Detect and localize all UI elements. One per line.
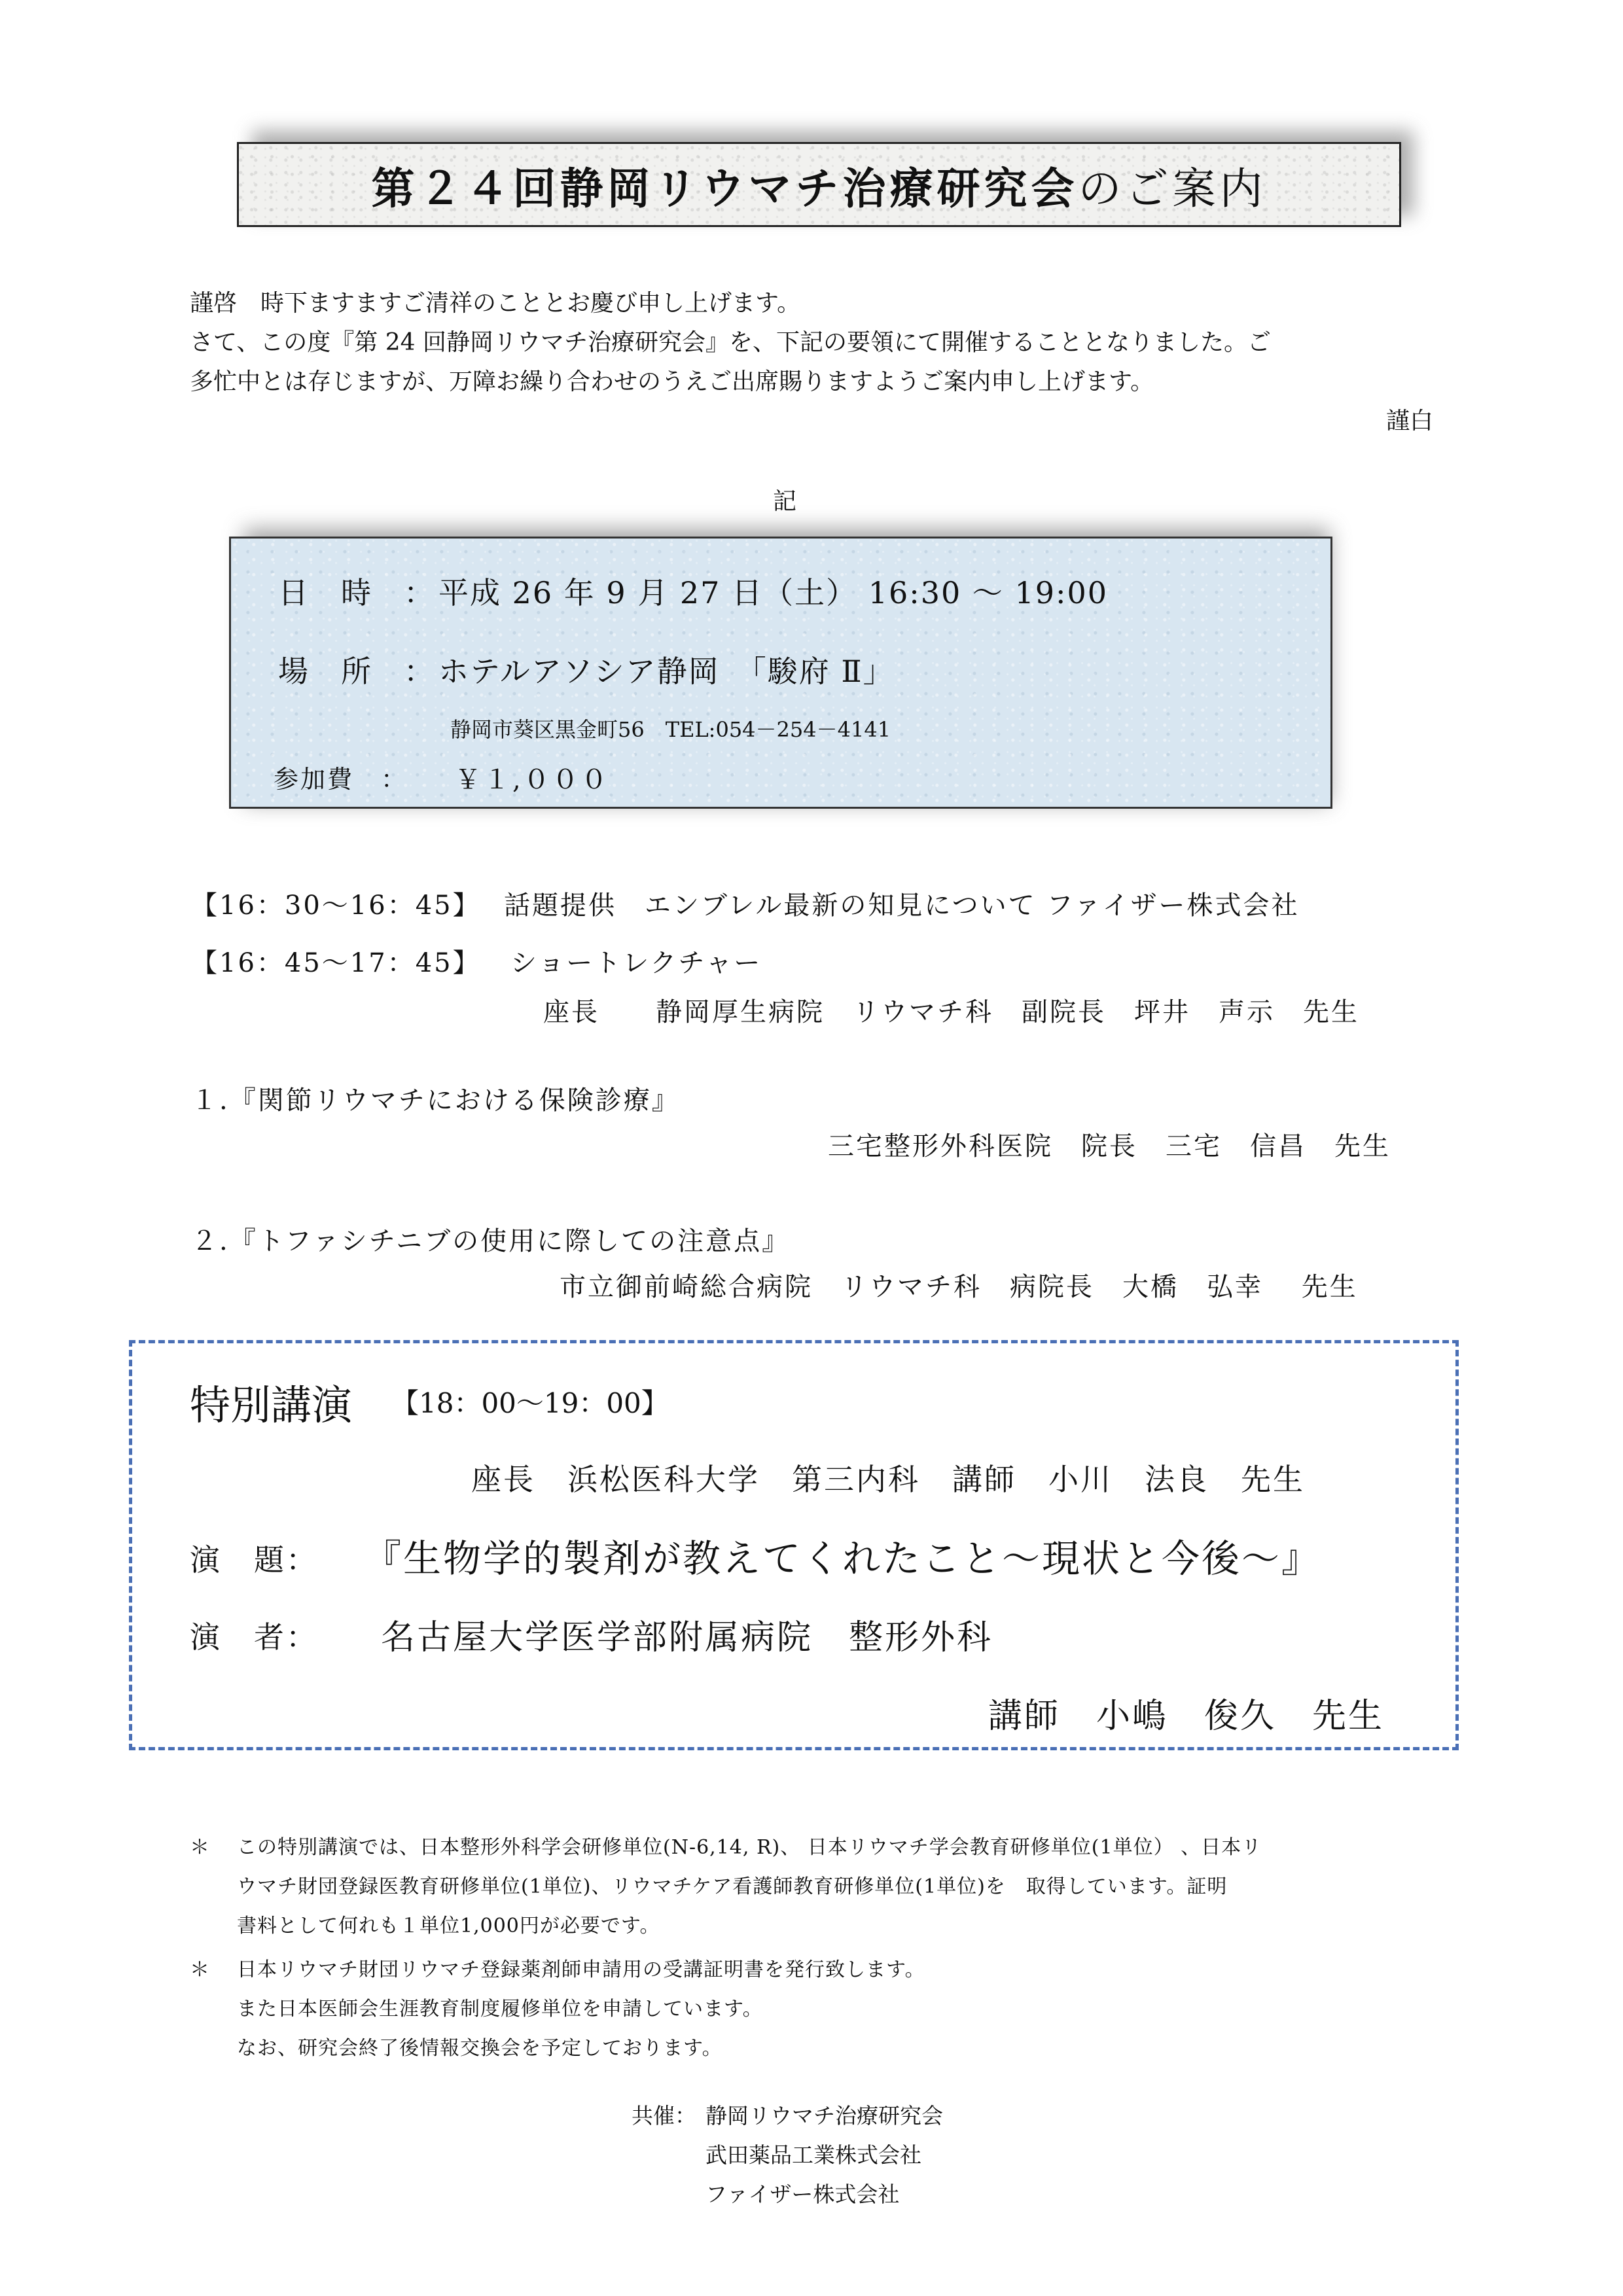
short-lecture-time: 【16：45～17：45】: [191, 948, 481, 978]
venue-value: ホテルアソシア静岡 「駿府 Ⅱ」: [438, 654, 895, 689]
special-lecture-time: 【18：00～19：00】: [391, 1387, 669, 1419]
topic-time: 【16：30～16：45】: [191, 891, 481, 921]
note-1-line-1: この特別講演では、日本整形外科学会研修単位(N-6,14, R)、 日本リウマチ学会教育研修単位(1単位） 、日本リ: [237, 1836, 1262, 1859]
fee-value: ￥１,０００: [455, 765, 610, 795]
title-main: 第２４回静岡リウマチ治療研究会: [371, 163, 1079, 214]
venue-label: 場 所 ：: [278, 654, 435, 689]
theme-label: 演 題：: [190, 1542, 318, 1578]
closing-kinpaku: 謹白: [1386, 408, 1434, 434]
datetime-label: 日 時 ：: [278, 575, 435, 610]
ki-mark: 記: [773, 488, 797, 515]
note-1-mark: ＊: [190, 1836, 210, 1859]
note-1-line-2: ウマチ財団登録医教育研修単位(1単位)、リウマチケア看護師教育研修単位(1単位)を 取得しています。証明: [237, 1875, 1228, 1898]
organizer-2: 武田薬品工業株式会社: [705, 2142, 921, 2168]
speaker-affiliation: 名古屋大学医学部附属病院 整形外科: [381, 1618, 993, 1657]
title-banner: [237, 142, 1401, 227]
lecture-1-title: １.『関節リウマチにおける保険診療』: [191, 1086, 680, 1116]
intro-line-1: 謹啓 時下ますますご清祥のこととお慶び申し上げます。: [190, 290, 801, 317]
intro-line-3: 多忙中とは存じますが、万障お繰り合わせのうえご出席賜りますようご案内申し上げます。: [190, 368, 1154, 395]
organizer-3: ファイザー株式会社: [705, 2181, 900, 2207]
page-title: [372, 154, 1267, 216]
organizer-1: 静岡リウマチ治療研究会: [705, 2103, 943, 2128]
speaker-label: 演 者：: [190, 1619, 318, 1655]
lecture-2-speaker: 市立御前崎総合病院 リウマチ科 病院長 大橋 弘幸 先生: [560, 1272, 1358, 1302]
note-2-line-3: なお、研究会終了後情報交換会を予定しております。: [237, 2037, 722, 2060]
speaker-name: 講師 小嶋 俊久 先生: [988, 1697, 1385, 1736]
organizers-label: 共催：: [632, 2103, 696, 2128]
venue-address: 静岡市葵区黒金町56 TEL:054－254－4141: [450, 717, 891, 742]
fee-label: 参加費 ：: [274, 765, 408, 794]
note-2-mark: ＊: [190, 1958, 210, 1981]
note-2-line-2: また日本医師会生涯教育制度履修単位を申請しています。: [237, 1998, 763, 2021]
note-1-line-3: 書料として何れも１単位1,000円が必要です。: [237, 1915, 660, 1937]
lecture-1-speaker: 三宅整形外科医院 院長 三宅 信昌 先生: [828, 1131, 1391, 1161]
lecture-2-title: ２.『トファシチニブの使用に際しての注意点』: [191, 1226, 791, 1256]
special-lecture-chair: 座長 浜松医科大学 第三内科 講師 小川 法良 先生: [471, 1462, 1305, 1497]
datetime-value: 平成 26 年 9 月 27 日（土） 16:30 ～ 19:00: [438, 575, 1109, 610]
short-lecture-heading: ショートレクチャー: [510, 948, 762, 978]
note-2-line-1: 日本リウマチ財団リウマチ登録薬剤師申請用の受講証明書を発行致します。: [237, 1958, 925, 1981]
topic-text: 話題提供 エンブレル最新の知見について ファイザー株式会社: [504, 891, 1300, 921]
title-suffix: のご案内: [1078, 163, 1267, 214]
short-lecture-chair: 座長 静岡厚生病院 リウマチ科 副院長 坪井 声示 先生: [543, 997, 1359, 1027]
theme-value: 『生物学的製剤が教えてくれたこと～現状と今後～』: [363, 1536, 1322, 1581]
special-lecture-heading: 特別講演: [190, 1381, 353, 1429]
intro-line-2: さて、この度『第 24 回静岡リウマチ治療研究会』を、下記の要領にて開催することとなりました。ご: [190, 329, 1271, 356]
